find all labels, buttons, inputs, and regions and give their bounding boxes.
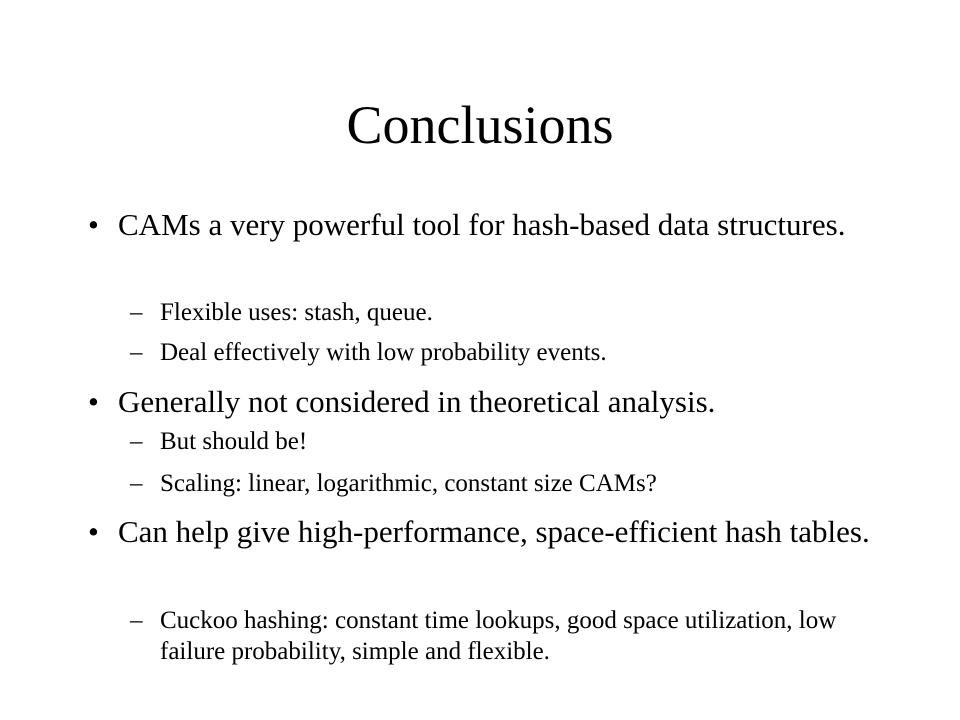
bullet-marker: •: [88, 514, 99, 549]
bullet-item: [88, 384, 878, 424]
bullet-item: [88, 207, 878, 287]
sub-bullet-text: Flexible uses: stash, queue.: [160, 299, 433, 326]
sub-bullet-item: [130, 337, 880, 369]
sub-bullet-item: [130, 605, 880, 671]
sub-bullet-item: [130, 468, 880, 500]
bullet-marker: •: [88, 207, 99, 242]
sub-bullet-item: [130, 297, 880, 329]
sub-bullet-marker: –: [130, 339, 143, 366]
bullet-text: Can help give high-performance, space-efficient hash tables.: [118, 514, 870, 549]
bullet-marker: •: [88, 384, 99, 419]
bullet-text: Generally not considered in theoretical analysis.: [118, 384, 716, 419]
sub-bullet-text: But should be!: [160, 428, 308, 455]
sub-bullet-item: [130, 426, 880, 458]
sub-bullet-text: Deal effectively with low probability events.: [160, 339, 607, 366]
sub-bullet-marker: –: [130, 428, 143, 455]
slide-title: Conclusions: [346, 95, 614, 155]
bullet-item: [88, 514, 878, 594]
bullet-text: CAMs a very powerful tool for hash-based data structures.: [118, 207, 846, 242]
sub-bullet-marker: –: [130, 299, 143, 326]
sub-bullet-marker: –: [130, 470, 143, 497]
sub-bullet-marker: –: [130, 607, 143, 634]
sub-bullet-text: Scaling: linear, logarithmic, constant size CAMs?: [160, 470, 657, 497]
sub-bullet-text: Cuckoo hashing: constant time lookups, good space utilization, low failure probability, simple and flexible.: [160, 607, 837, 665]
